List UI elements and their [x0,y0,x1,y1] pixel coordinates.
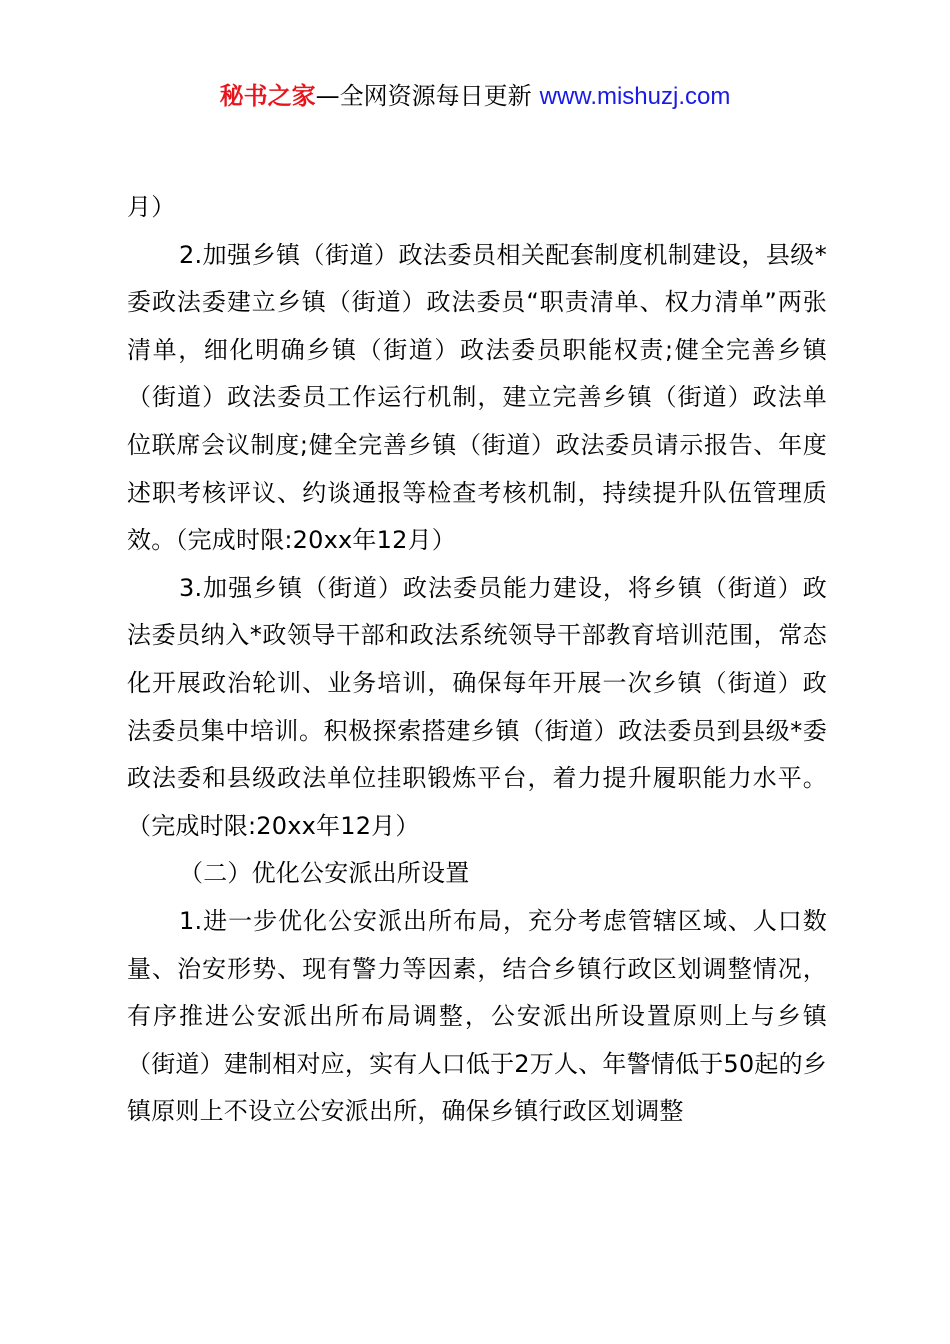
page-header [0,78,950,115]
header-tagline: —全网资源每日更新 [315,82,532,110]
document-body [127,184,827,1136]
paragraph-continuation: 月） [127,193,176,221]
paragraph-item-3: 3.加强乡镇（街道）政法委员能力建设，将乡镇（街道）政法委员纳入*政领导干部和政法系统领导干部教育培训范围，常态化开展政治轮训、业务培训，确保每年开展一次乡镇（街道）政法委员集中培训。积极探索搭建乡镇（街道）政法委员到县级*委政法委和县级政法单位挂职锻炼平台，着力提升履职能力水平。（完成时限:20xx年12月） [127,573,827,840]
brand-name: 秘书之家 [219,82,316,110]
section-heading: （二）优化公安派出所设置 [179,859,470,888]
paragraph-item-1: 1.进一步优化公安派出所布局，充分考虑管辖区域、人口数量、治安形势、现有警力等因素，结合乡镇行政区划调整情况，有序推进公安派出所布局调整，公安派出所设置原则上与乡镇（街道）建制相对应，实有人口低于2万人、年警情低于50起的乡镇原则上不设立公安派出所，确保乡镇行政区划调整 [127,906,827,1126]
paragraph-item-2: 2.加强乡镇（街道）政法委员相关配套制度机制建设，县级*委政法委建立乡镇（街道）政法委员“职责清单、权力清单”两张清单，细化明确乡镇（街道）政法委员职能权责;健全完善乡镇（街道）政法委员工作运行机制，建立完善乡镇（街道）政法单位联席会议制度;健全完善乡镇（街道）政法委员请示报告、年度述职考核评议、约谈通报等检查考核机制，持续提升队伍管理质效。（完成时限:20xx年12月） [127,240,827,555]
site-url-link[interactable]: www.mishuzj.com [539,83,731,110]
